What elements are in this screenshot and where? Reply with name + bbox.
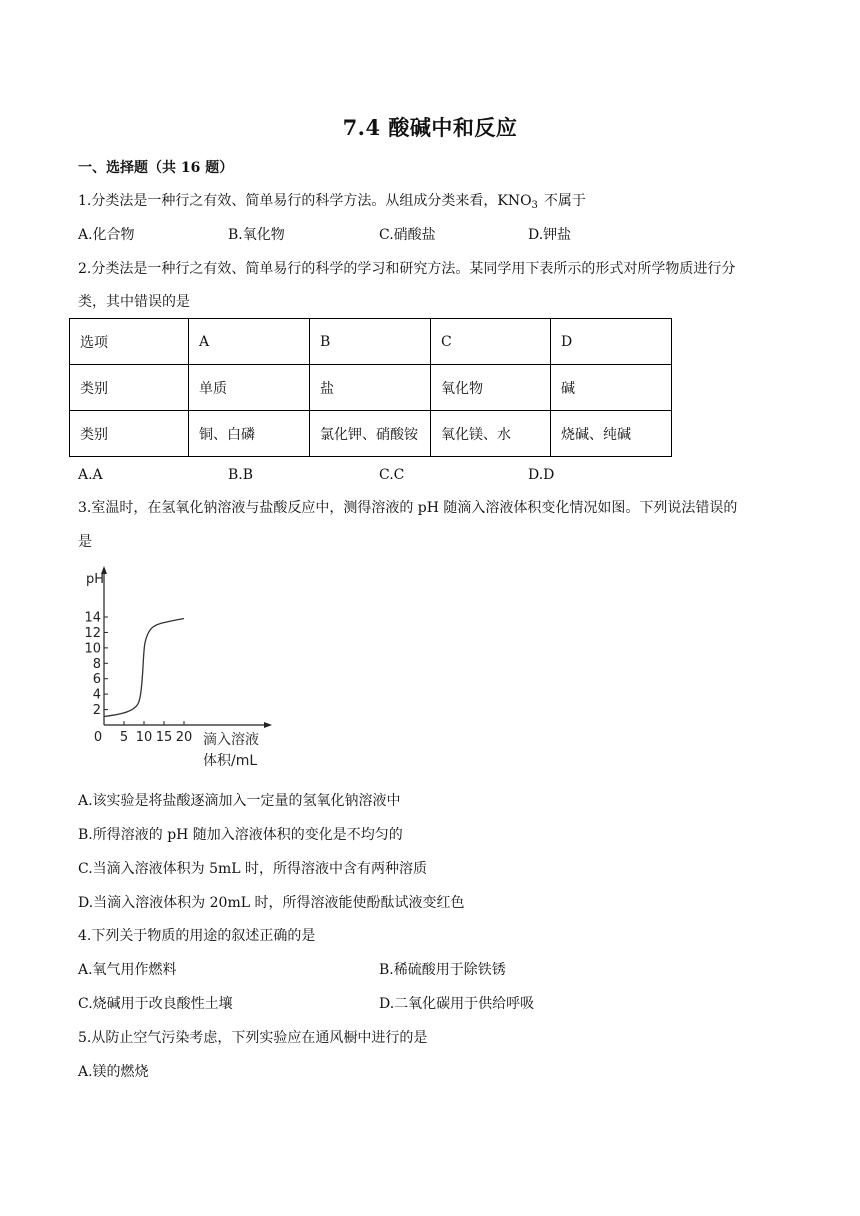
q3-stem-line2: 是 [78,534,92,550]
y-tick-label: 10 [84,641,101,657]
y-tick-label: 14 [84,610,101,626]
q2-option-a: A.A [78,467,103,483]
q1-option-d: D.钾盐 [528,227,572,243]
y-tick-label: 8 [92,656,101,672]
chart-plot [84,566,272,769]
table-row [70,411,672,457]
y-axis-label: pH [86,572,105,587]
table-cell: 类别 [70,365,189,411]
q1-option-c: C.硝酸盐 [379,227,436,243]
q3-option-c: C.当滴入溶液体积为 5mL 时，所得溶液中含有两种溶质 [78,861,428,877]
table-row [70,319,672,365]
table-cell: D [551,319,672,365]
table-cell: 氧化镁、水 [431,411,551,457]
q1-stem-pre: 1.分类法是一种行之有效、简单易行的科学方法。从组成分类来看，KNO [78,193,532,209]
q1-stem-sub: 3 [531,200,538,211]
table-row [70,365,672,411]
q2-classification-table [69,318,672,457]
table-cell: 氯化钾、硝酸铵 [310,411,431,457]
q4-option-a: A.氧气用作燃料 [78,962,177,978]
q2-option-b: B.B [228,467,254,483]
q1-stem [78,191,586,211]
table-cell: 铜、白磷 [189,411,310,457]
q5-option-a: A.镁的燃烧 [78,1064,149,1080]
q5-stem: 5.从防止空气污染考虑，下列实验应在通风橱中进行的是 [78,1030,428,1046]
q2-stem-line1: 2.分类法是一种行之有效、简单易行的科学的学习和研究方法。某同学用下表所示的形式对所学物质进行分 [78,261,736,277]
x-tick-label: 5 [119,730,129,745]
q2-option-c: C.C [379,467,405,483]
x-axis-arrow-icon [264,722,272,728]
q4-option-c: C.烧碱用于改良酸性土壤 [78,996,233,1012]
table-cell: C [431,319,551,365]
table-cell: 氧化物 [431,365,551,411]
table-cell: B [310,319,431,365]
x-tick-label: 20 [175,730,193,745]
table-cell: 盐 [310,365,431,411]
y-tick-label: 2 [92,703,101,719]
q2-stem-line2: 类，其中错误的是 [78,294,190,310]
x-tick-label: 15 [155,730,173,745]
section-heading: 一、选择题（共 16 题） [78,160,234,176]
origin-label: 0 [93,730,103,745]
x-axis-label-line2: 体积/mL [203,753,258,769]
q1-option-a: A.化合物 [78,227,135,243]
page-title: 7.4 酸碱中和反应 [342,115,518,140]
table-cell: A [189,319,310,365]
y-tick-label: 6 [92,672,101,688]
q1-stem-post: 不属于 [543,193,586,209]
ph-curve-line [104,619,184,717]
q2-option-d: D.D [528,467,555,483]
q4-option-b: B.稀硫酸用于除铁锈 [379,962,506,978]
y-tick-label: 4 [92,687,101,703]
ph-titration-chart [80,560,280,775]
table-cell: 类别 [70,411,189,457]
table-cell: 选项 [70,319,189,365]
table-cell: 单质 [189,365,310,411]
x-axis-label-line1: 滴入溶液 [203,732,259,748]
y-tick-label: 12 [84,625,101,641]
x-tick-label: 10 [135,730,153,745]
q3-option-d: D.当滴入溶液体积为 20mL 时，所得溶液能使酚酞试液变红色 [78,895,465,911]
table-cell: 碱 [551,365,672,411]
q4-option-d: D.二氧化碳用于供给呼吸 [379,996,535,1012]
q1-option-b: B.氧化物 [228,227,285,243]
q3-option-b: B.所得溶液的 pH 随加入溶液体积的变化是不均匀的 [78,827,403,843]
q4-stem: 4.下列关于物质的用途的叙述正确的是 [78,928,316,944]
q3-stem-line1: 3.室温时，在氢氧化钠溶液与盐酸反应中，测得溶液的 pH 随滴入溶液体积变化情况如图。下列说法错误的 [78,500,738,516]
q3-option-a: A.该实验是将盐酸逐滴加入一定量的氢氧化钠溶液中 [78,793,401,809]
table-cell: 烧碱、纯碱 [551,411,672,457]
